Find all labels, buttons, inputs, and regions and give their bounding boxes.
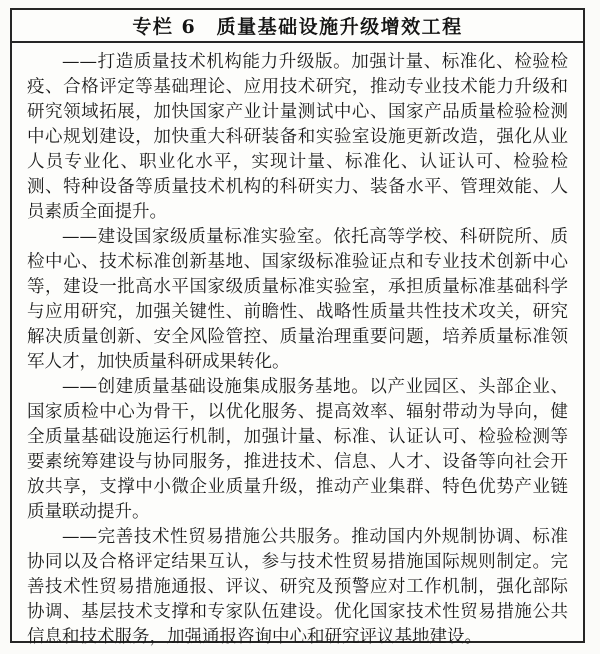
panel-paragraph: ——完善技术性贸易措施公共服务。推动国内外规制协调、标准协同以及合格评定结果互认，参与技术性贸易措施国际规则制定。完善技术性贸易措施通报、评议、研究及预警应对工作机制，强化部际协调、基层技术支撑和专家队伍建设。优化国家技术性贸易措施公共信息和技术服务，加强通报咨询中心和研究评议基地建设。 — [27, 527, 568, 647]
panel-title: 专栏 6 质量基础设施升级增效工程 — [12, 10, 583, 43]
panel-paragraph: ——创建质量基础设施集成服务基地。以产业园区、头部企业、国家质检中心为骨干，以优化服务、提高效率、辐射带动为导向，健全质量基础设施运行机制，加强计量、标准、认证认可、检验检测等要素统筹建设与协同服务，推进技术、信息、人才、设备等向社会开放共享，支撑中小微企业质量升级，推动产业集群、特色优势产业链质量联动提升。 — [27, 377, 568, 522]
panel-paragraph: ——建设国家级质量标准实验室。依托高等学校、科研院所、质检中心、技术标准创新基地、国家级标准验证点和专业技术创新中心等，建设一批高水平国家级质量标准实验室，承担质量标准基础科学与应用研究，加强关键性、前瞻性、战略性质量共性技术攻关，研究解决质量创新、安全风险管控、质量治理重要问题，培养质量标准领军人才，加快质量科研成果转化。 — [27, 227, 568, 372]
panel-paragraph: ——打造质量技术机构能力升级版。加强计量、标准化、检验检疫、合格评定等基础理论、应用技术研究，推动专业技术能力升级和研究领域拓展，加快国家产业计量测试中心、国家产品质量检验检测中心规划建设，加快重大科研装备和实验室设施更新改造，强化从业人员专业化、职业化水平，实现计量、标准化、认证认可、检验检测、特种设备等质量技术机构的科研实力、装备水平、管理效能、人员素质全面提升。 — [27, 52, 568, 222]
panel-body — [12, 43, 583, 650]
column-panel — [10, 8, 585, 647]
